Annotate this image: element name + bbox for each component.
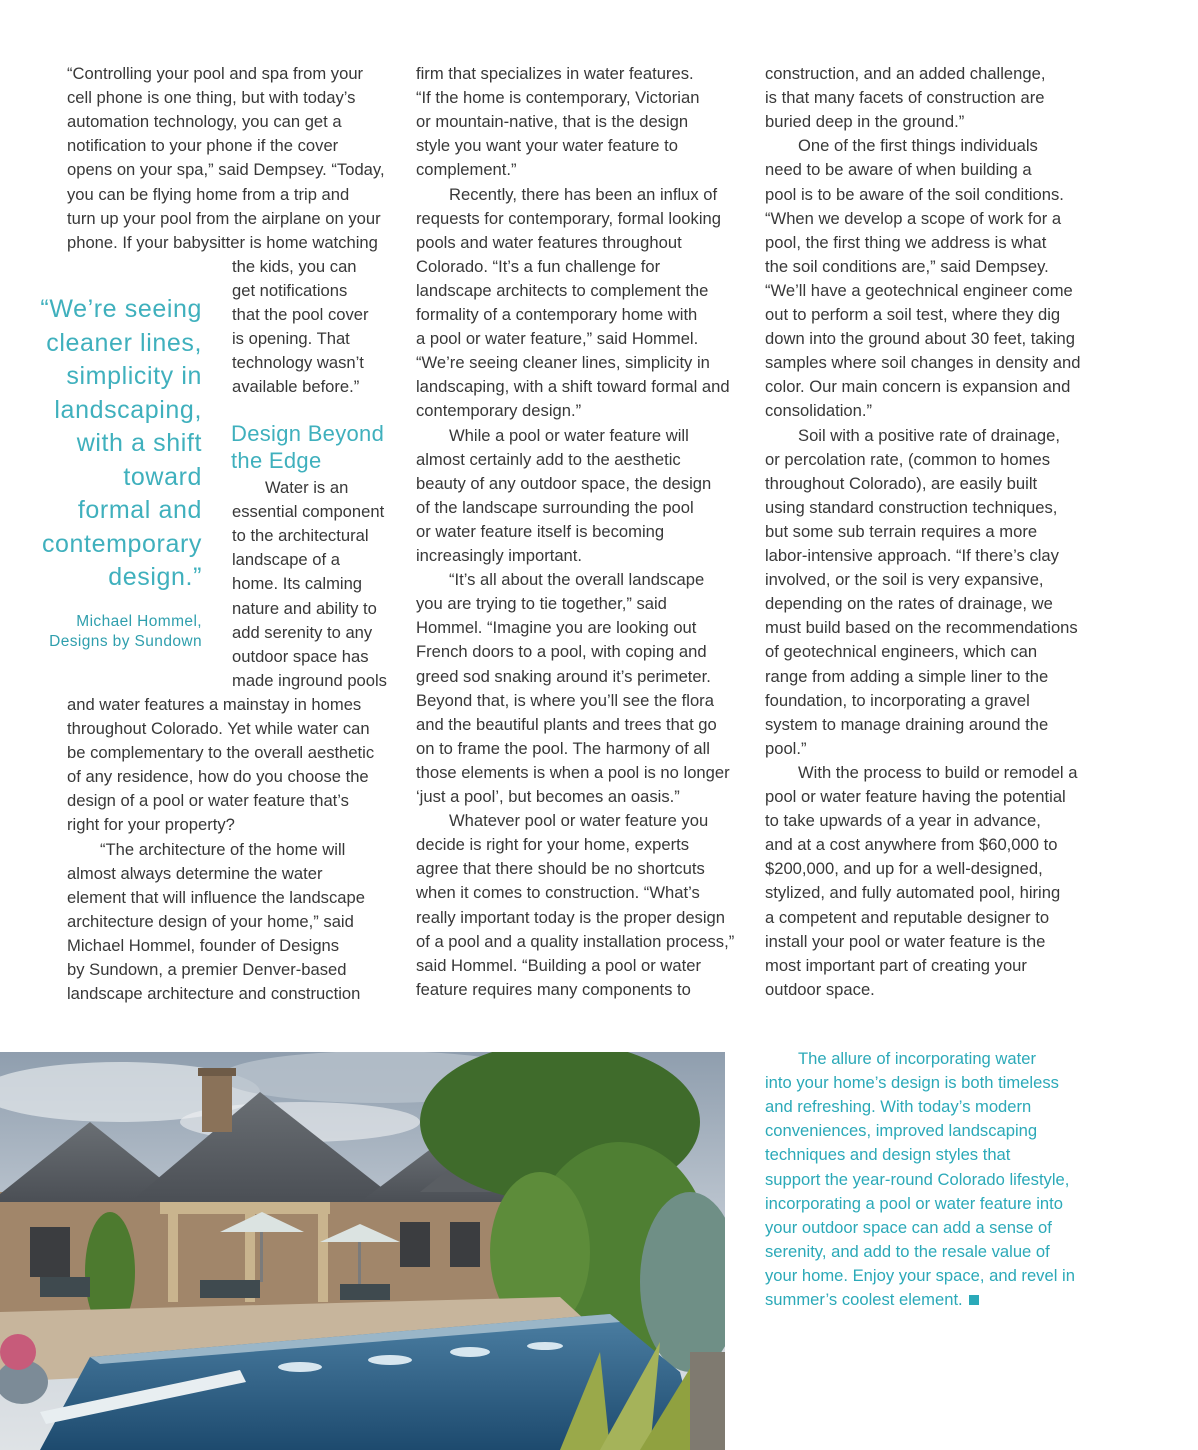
text-line: French doors to a pool, with coping and xyxy=(416,642,707,662)
text-line: feature requires many components to xyxy=(416,979,691,999)
text-line: Soil with a positive rate of drainage, xyxy=(798,425,1060,445)
pull-quote-attribution: Designs by Sundown xyxy=(49,633,202,650)
text-line: out to perform a soil test, where they dig xyxy=(765,305,1061,324)
text-line: landscape of a xyxy=(232,550,340,570)
section-heading-line: the Edge xyxy=(231,448,322,473)
text-line: construction, and an added challenge, xyxy=(765,64,1046,83)
text-line: Hommel. “Imagine you are looking out xyxy=(416,618,697,638)
text-line: landscape architecture and construction xyxy=(67,984,361,1004)
text-line: when it comes to construction. “What’s xyxy=(416,883,700,903)
text-line: range from adding a simple liner to the xyxy=(765,666,1049,686)
text-line: One of the first things individuals xyxy=(798,136,1038,156)
text-line: throughout Colorado. Yet while water can xyxy=(67,719,370,738)
text-line: “If the home is contemporary, Victorian xyxy=(416,88,700,108)
closing-line-text: techniques and design styles that xyxy=(765,1145,1011,1165)
text-line: depending on the rates of drainage, we xyxy=(765,594,1053,614)
text-line: decide is right for your home, experts xyxy=(416,835,690,855)
closing-line-text: conveniences, improved landscaping xyxy=(765,1121,1038,1141)
text-line: is opening. That xyxy=(232,329,350,349)
text-line: “Controlling your pool and spa from your xyxy=(67,64,364,83)
pool-photo xyxy=(0,1052,725,1450)
text-line: and at a cost anywhere from $60,000 to xyxy=(765,835,1058,855)
closing-line-text: your home. Enjoy your space, and revel in xyxy=(765,1265,1075,1285)
text-line: pools and water features throughout xyxy=(416,232,682,252)
text-line: using standard construction techniques, xyxy=(765,497,1058,517)
pull-quote-line: cleaner lines, xyxy=(46,328,202,357)
text-line: While a pool or water feature will xyxy=(449,425,689,445)
text-line: you can be flying home from a trip and xyxy=(67,184,350,204)
text-line: install your pool or water feature is the xyxy=(765,931,1046,951)
text-line: contemporary design.” xyxy=(416,401,582,421)
text-line: must build based on the recommendations xyxy=(765,618,1078,638)
closing-line xyxy=(765,1143,1010,1167)
text-line: or mountain-native, that is the design xyxy=(416,112,689,132)
text-line: those elements is when a pool is no longer xyxy=(416,762,730,782)
text-line: complement.” xyxy=(416,160,517,180)
text-line: right for your property? xyxy=(67,815,235,835)
closing-line xyxy=(765,1216,1052,1240)
text-line: available before.” xyxy=(232,377,360,397)
text-line: home. Its calming xyxy=(232,574,363,594)
text-line: by Sundown, a premier Denver-based xyxy=(67,960,347,979)
end-mark-icon xyxy=(969,1295,979,1305)
text-line: stylized, and fully automated pool, hiring xyxy=(765,883,1061,903)
text-line: be complementary to the overall aesthetic xyxy=(67,743,375,763)
text-line: agree that there should be no shortcuts xyxy=(416,859,705,879)
text-line: nature and ability to xyxy=(232,598,377,618)
text-line: of any residence, how do you choose the xyxy=(67,767,369,787)
closing-line-text: serenity, and add to the resale value of xyxy=(765,1241,1050,1261)
text-line: pool or water feature having the potential xyxy=(765,787,1066,806)
text-line: down into the ground about 30 feet, taking xyxy=(765,329,1075,349)
text-line: almost certainly add to the aesthetic xyxy=(416,449,681,469)
text-line: increasingly important. xyxy=(416,546,583,565)
text-line: landscape architects to complement the xyxy=(416,280,709,300)
text-line: beauty of any outdoor space, the design xyxy=(416,473,712,493)
text-line: greed sod snaking around it’s perimeter. xyxy=(416,666,711,686)
pull-quote-line: “We’re seeing xyxy=(40,295,202,323)
pull-quote-line: simplicity in xyxy=(66,362,202,390)
pull-quote-line: formal and xyxy=(77,496,202,524)
text-line: phone. If your babysitter is home watching xyxy=(67,232,378,252)
text-line: of a pool and a quality installation process,” xyxy=(416,931,735,951)
text-line: or percolation rate, (common to homes xyxy=(765,449,1050,469)
closing-line-text: The allure of incorporating water xyxy=(798,1049,1036,1068)
text-line: color. Our main concern is expansion and xyxy=(765,377,1071,397)
text-line: outdoor space. xyxy=(765,979,875,999)
text-line: of geotechnical engineers, which can xyxy=(765,642,1038,662)
text-line: that the pool cover xyxy=(232,305,369,324)
closing-line-text: into your home’s design is both timeless xyxy=(765,1073,1059,1093)
section-heading: Design Beyond xyxy=(231,421,385,446)
closing-line xyxy=(765,1240,1050,1264)
text-line: Michael Hommel, founder of Designs xyxy=(67,935,340,955)
text-line: or water feature itself is becoming xyxy=(416,521,665,541)
text-line: “The architecture of the home will xyxy=(100,839,346,859)
text-line: With the process to build or remodel a xyxy=(798,762,1078,782)
text-line: Whatever pool or water feature you xyxy=(449,811,709,831)
text-line: the kids, you can xyxy=(232,256,357,276)
pull-quote-line: design.” xyxy=(108,563,202,591)
text-line: on to frame the pool. The harmony of all xyxy=(416,738,710,758)
text-line: said Hommel. “Building a pool or water xyxy=(416,955,701,975)
text-line: ‘just a pool’, but becomes an oasis.” xyxy=(416,787,680,806)
text-line: involved, or the soil is very expansive, xyxy=(765,570,1044,590)
text-line: pool, the first thing we address is what xyxy=(765,232,1047,252)
text-line: foundation, to incorporating a gravel xyxy=(765,690,1030,710)
text-line: essential component xyxy=(232,502,385,522)
text-line: “We’ll have a geotechnical engineer come xyxy=(765,280,1073,300)
text-line: and the beautiful plants and trees that go xyxy=(416,714,717,734)
pull-quote-line: contemporary xyxy=(41,529,202,558)
text-line: pool is to be aware of the soil conditions. xyxy=(765,184,1064,204)
text-line: opens on your spa,” said Dempsey. “Today, xyxy=(67,160,385,180)
text-line: throughout Colorado), are easily built xyxy=(765,473,1038,493)
text-line: notification to your phone if the cover xyxy=(67,136,339,156)
closing-line-text: your outdoor space can add a sense of xyxy=(765,1217,1052,1237)
text-line: landscaping, with a shift toward formal and xyxy=(416,377,730,397)
text-line: and water features a mainstay in homes xyxy=(67,694,362,714)
text-line: firm that specializes in water features. xyxy=(416,64,694,83)
text-line: Colorado. “It’s a fun challenge for xyxy=(416,256,661,276)
text-line: to take upwards of a year in advance, xyxy=(765,811,1041,831)
text-line: element that will influence the landscape xyxy=(67,887,365,907)
closing-line-text: summer’s coolest element. xyxy=(765,1290,963,1309)
text-line: technology wasn’t xyxy=(232,353,364,373)
text-line: formality of a contemporary home with xyxy=(416,305,698,324)
text-line: consolidation.” xyxy=(765,401,873,421)
text-line: system to manage draining around the xyxy=(765,714,1049,734)
text-line: style you want your water feature to xyxy=(416,136,678,156)
text-line: cell phone is one thing, but with today’s xyxy=(67,88,356,108)
text-line: Water is an xyxy=(265,478,349,497)
text-line: Recently, there has been an influx of xyxy=(449,184,718,204)
text-line: a pool or water feature,” said Hommel. xyxy=(416,329,699,349)
pull-quote-line: with a shift xyxy=(76,429,202,457)
text-line: $200,000, and up for a well-designed, xyxy=(765,859,1043,879)
text-line: “When we develop a scope of work for a xyxy=(765,208,1062,228)
text-line: outdoor space has xyxy=(232,646,369,666)
closing-line xyxy=(765,1119,1037,1143)
closing-line xyxy=(765,1288,979,1312)
text-line: labor-intensive approach. “If there’s clay xyxy=(765,546,1059,565)
closing-line xyxy=(765,1095,1031,1119)
closing-line xyxy=(765,1168,1069,1192)
text-line: “We’re seeing cleaner lines, simplicity in xyxy=(416,353,710,373)
text-line: most important part of creating your xyxy=(765,955,1027,975)
closing-line xyxy=(765,1264,1075,1288)
text-line: almost always determine the water xyxy=(67,863,323,883)
text-line: but some sub terrain requires a more xyxy=(765,521,1038,541)
text-line: samples where soil changes in density and xyxy=(765,353,1081,373)
text-line: turn up your pool from the airplane on your xyxy=(67,208,381,228)
text-line: pool.” xyxy=(765,738,807,758)
text-line: Beyond that, is where you’ll see the flora xyxy=(416,690,714,710)
closing-line-text: incorporating a pool or water feature into xyxy=(765,1193,1063,1213)
text-line: really important today is the proper design xyxy=(416,907,725,927)
pull-quote-attribution: Michael Hommel, xyxy=(76,613,202,630)
closing-line-text: and refreshing. With today’s modern xyxy=(765,1097,1032,1117)
text-line: get notifications xyxy=(232,280,348,300)
text-line: add serenity to any xyxy=(232,622,373,642)
pull-quote-line: landscaping, xyxy=(54,395,202,424)
text-line: need to be aware of when building a xyxy=(765,160,1032,180)
closing-line xyxy=(765,1071,1059,1095)
closing-line-text: support the year-round Colorado lifestyle, xyxy=(765,1169,1070,1189)
text-line: buried deep in the ground.” xyxy=(765,112,965,132)
text-line: automation technology, you can get a xyxy=(67,112,342,132)
text-line: the soil conditions are,” said Dempsey. xyxy=(765,256,1049,276)
text-line: a competent and reputable designer to xyxy=(765,907,1050,927)
closing-line xyxy=(798,1047,1036,1071)
text-line: of the landscape surrounding the pool xyxy=(416,497,694,517)
closing-line xyxy=(765,1192,1063,1216)
text-line: to the architectural xyxy=(232,526,369,546)
text-line: design of a pool or water feature that’s xyxy=(67,791,349,811)
text-line: made inground pools xyxy=(232,670,387,690)
pull-quote-line: toward xyxy=(123,462,202,491)
text-line: you are trying to tie together,” said xyxy=(416,594,667,614)
text-line: requests for contemporary, formal looking xyxy=(416,208,721,228)
text-line: architecture design of your home,” said xyxy=(67,911,354,931)
text-line: is that many facets of construction are xyxy=(765,88,1045,108)
text-line: “It’s all about the overall landscape xyxy=(449,570,705,590)
